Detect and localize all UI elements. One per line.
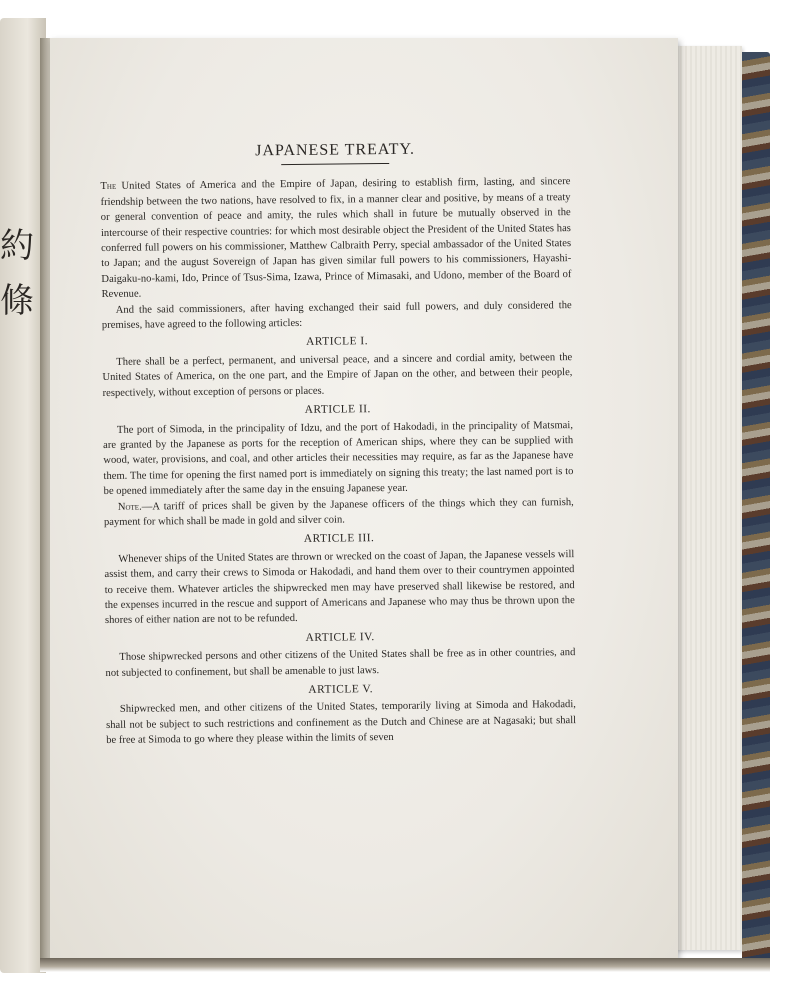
calligraphy-character: 約 [0, 228, 34, 265]
marbled-binding [742, 52, 770, 962]
page-edges [672, 46, 742, 950]
article-4-text: Those shipwrecked persons and other citizens of the United States shall be free as in other countries, and not subjected to confinement, but shall be amenable to just laws. [105, 647, 576, 679]
note-label: Note. [117, 501, 142, 513]
article-4-heading: ARTICLE IV. [305, 630, 375, 644]
article-3-text: Whenever ships of the United States are thrown or wrecked on the coast of Japan, the Japanese vessels will assist them, and carry their crews to Simoda or Hakodadi, and hand them over to their countrymen appointed to receive them. Whatever articles the shipwrecked men may have preserved shall likewise be restored, and the expenses incurred in the rescue and support of Americans and Japanese who may thus be thrown upon the shores of either nation are not to be refunded. [104, 548, 575, 627]
preamble-lead: The [100, 181, 117, 193]
preamble-paragraph [100, 174, 571, 302]
article-1-heading: ARTICLE I. [306, 335, 369, 349]
note-text: —A tariff of prices shall be given by the Japanese officers of the things which they can furnish, payment for which shall be made in gold and silver coin. [103, 496, 574, 528]
title-rule [281, 163, 389, 165]
article-5-heading: ARTICLE V. [308, 683, 374, 696]
article-3-heading: ARTICLE III. [303, 532, 375, 546]
commissioners-paragraph: And the said commissioners, after having exchanged their said full powers, and duly considered the premises, have agreed to the following articles: [101, 299, 572, 332]
article-2-note [104, 495, 574, 531]
calligraphy-character: 條 [0, 283, 34, 320]
article-2-text: The port of Simoda, in the principality of Idzu, and the port of Hakodadi, in the principality of Matsmai, are granted by the Japanese as ports for the reception of American ships, where they can be supplied with wood, water, provisions, and coal, and other articles their necessities may require, as far as the Japanese have them. The time for opening the first named port is immediately on signing this treaty; the last named port is to be opened immediately after the same day in the ensuing Japanese year. [103, 419, 574, 498]
preamble-text: United States of America and the Empire of Japan, desiring to establish firm, lasting, and sincere friendship between the two nations, have resolved to fix, in a manner clear and positive, by means of a treaty or general convention of peace and amity, the rules which shall in future be mutually observed in the intercourse of their respective countries: for which most desirable object the President of the United States has conferred full powers on his commissioner, Matthew Calbraith Perry, special ambassador of the United States to Japan; and the august Sovereign of Japan has given similar full powers to his commissioners, Hayashi-Daigaku-no-kami, Ido, Prince of Tsus-Sima, Izawa, Prince of Mimasaki, and Udono, member of the Board of Revenue. [100, 176, 572, 301]
page-title: JAPANESE TREATY. [255, 140, 416, 160]
treaty-text [100, 140, 576, 749]
book-shadow [40, 958, 770, 972]
article-5-text: Shipwrecked men, and other citizens of the United States, temporarily living at Simoda and Hakodadi, shall not be subject to such restrictions and confinement as the Dutch and Chinese are at Nagasaki; but shall be free at Simoda to go where they please within the limits of seven [106, 699, 577, 747]
article-1-text: There shall be a perfect, permanent, and universal peace, and a sincere and cordial amity, between the United States of America, on the one part, and the Empire of Japan on the other, and between their people, respectively, without exception of persons or places. [102, 351, 573, 399]
article-2-heading: ARTICLE II. [304, 403, 371, 416]
